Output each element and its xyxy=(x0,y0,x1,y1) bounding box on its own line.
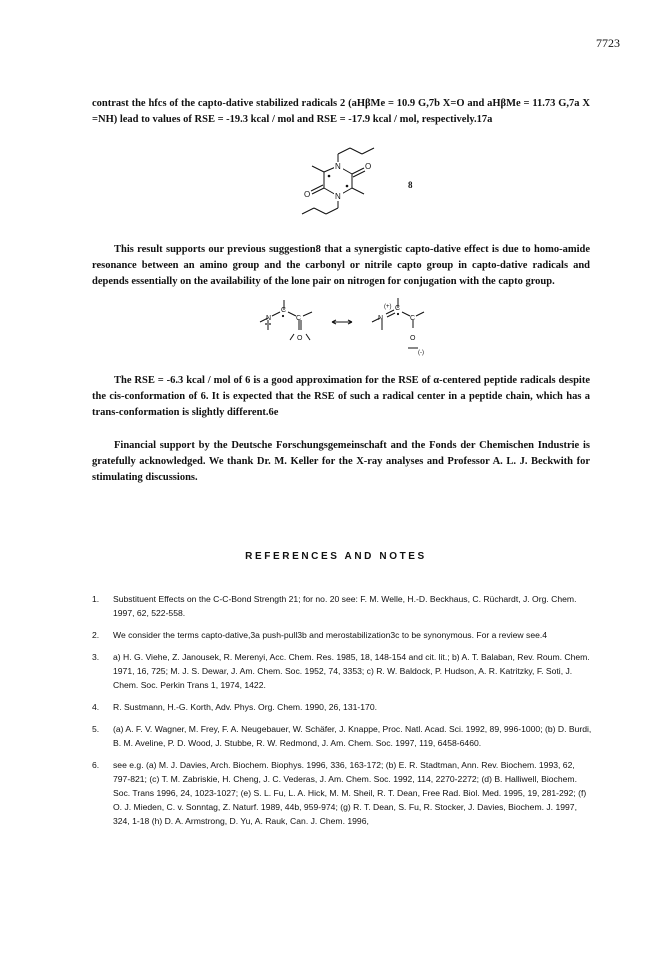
atom-c-right: C xyxy=(395,305,401,312)
paragraph-result: This result supports our previous suggestion8 that a synergistic capto-dative effect is due to homo-amide resonance between an amino group and the carbonyl or nitrile capto group in capto-dative radicals and depends essentially on the availability of the lone pair on nitrogen for conjugation with the capto group. xyxy=(92,244,590,287)
atom-n-bottom: N xyxy=(335,192,341,201)
atom-n-top: N xyxy=(335,162,341,171)
radical-dot xyxy=(346,185,349,188)
reference-number: 4. xyxy=(92,702,100,712)
reference-text: see e.g. (a) M. J. Davies, Arch. Biochem. Biophys. 1996, 336, 163-172; (b) E. R. Stadtman, Ann. Rev. Biochem. 1993, 62, 797-821; (c) T. M. Zabriskie, H. Cheng, J. C. Vederas, J. Am. Chem. Soc. 1992, 114, 2270-2272; (d) B. Halliwell, Biochem. Soc. Trans 1996, 24, 1023-1027; (e) S. L. Fu, L. A. Hick, M. M. Sheil, R. T. Dean, Free Rad. Biol. Med. 1995, 19, 281-292; (f) O. J. Mieden, C. v. Sonntag, Z. Naturf. 1989, 44b, 959-974; (g) R. T. Dean, S. Fu, R. Stocker, J. Davies, Biochem. J. 1997, 324, 1-18 (h) D. A. Armstrong, D. Yu, A. Rauk, Can. J. Chem. 1996, xyxy=(113,760,587,826)
reference-item xyxy=(92,650,592,692)
reference-item xyxy=(92,628,592,642)
atom-n-left: N xyxy=(266,315,272,322)
page-number: 7723 xyxy=(596,36,620,50)
radical-dot xyxy=(397,313,399,315)
lone-pair-dot xyxy=(265,323,267,325)
atom-o-top: O xyxy=(365,162,372,171)
resonance-diagram xyxy=(248,296,436,360)
reference-text: (a) A. F. V. Wagner, M. Frey, F. A. Neugebauer, W. Schäfer, J. Knappe, Proc. Natl. Acad. Sci. 1992, 89, 996-1000; (b) D. Burdi, B. M. Aveline, P. D. Wood, J. Stubbe, R. W. Redmond, J. Am. Chem. Soc. 1997, 119, 6458-6460. xyxy=(113,724,592,748)
reference-number: 3. xyxy=(92,652,100,662)
structure-8-diagram xyxy=(278,138,398,226)
charge-plus: (+) xyxy=(384,304,392,310)
reference-number: 5. xyxy=(92,724,100,734)
references-list xyxy=(92,592,592,836)
atom-c2-right: C xyxy=(410,315,416,322)
paragraph-rse: The RSE = -6.3 kcal / mol of 6 is a good approximation for the RSE of α-centered peptide radicals despite the cis-conformation of 6. It is expected that the RSE of such a radical center in a peptide chain, which has a trans-conformation is slightly different.6e xyxy=(92,375,590,418)
reference-text: R. Sustmann, H.-G. Korth, Adv. Phys. Org. Chem. 1990, 26, 131-170. xyxy=(113,702,377,712)
radical-dot xyxy=(328,175,331,178)
reference-number: 2. xyxy=(92,630,100,640)
paragraph-acknowledgement: Financial support by the Deutsche Forschungsgemeinschaft and the Fonds der Chemischen Industrie is gratefully acknowledged. We thank Dr. M. Keller for the X-ray analyses and Professor A. L. J. Beckwith for stimulating discussions. xyxy=(92,440,590,483)
atom-o-left: O xyxy=(297,335,303,342)
references-heading: REFERENCES AND NOTES xyxy=(245,551,427,562)
reference-text: Substituent Effects on the C-C-Bond Strength 21; for no. 20 see: F. M. Welle, H.-D. Beckhaus, C. Rüchardt, J. Org. Chem. 1997, 62, 522-558. xyxy=(113,594,577,618)
atom-o-right: O xyxy=(410,335,416,342)
atom-o-bottom: O xyxy=(304,190,311,199)
reference-number: 6. xyxy=(92,760,100,770)
atom-c2-left: C xyxy=(296,315,302,322)
reference-number: 1. xyxy=(92,594,100,604)
radical-dot xyxy=(282,315,284,317)
reference-item xyxy=(92,592,592,620)
charge-minus: (-) xyxy=(418,350,424,356)
atom-n-right: N xyxy=(378,315,384,322)
lone-pair-dot xyxy=(269,323,271,325)
atom-c-left: C xyxy=(281,307,287,314)
reference-item xyxy=(92,722,592,750)
paragraph-hfcs: contrast the hfcs of the capto-dative stabilized radicals 2 (aHβMe = 10.9 G,7b X=O and aHβMe = 11.73 G,7a X =NH) lead to values of RSE = -19.3 kcal / mol and RSE = -17.9 kcal / mol, respectively.17a xyxy=(92,98,590,125)
structure-8-label: 8 xyxy=(408,180,413,190)
reference-item xyxy=(92,700,592,714)
reference-text: a) H. G. Viehe, Z. Janousek, R. Merenyi, Acc. Chem. Res. 1985, 18, 148-154 and cit. lit.; b) A. T. Balaban, Rev. Roum. Chem. 1971, 16, 725; M. J. S. Dewar, J. Am. Chem. Soc. 1952, 74, 3353; c) R. W. Baldock, P. Hudson, A. R. Katritzky, F. Soti, J. Chem. Soc. Perkin Trans 1, 1974, 1422. xyxy=(113,652,590,690)
reference-text: We consider the terms capto-dative,3a push-pull3b and merostabilization3c to be synonymous. For a review see.4 xyxy=(113,630,548,640)
reference-item xyxy=(92,758,592,828)
